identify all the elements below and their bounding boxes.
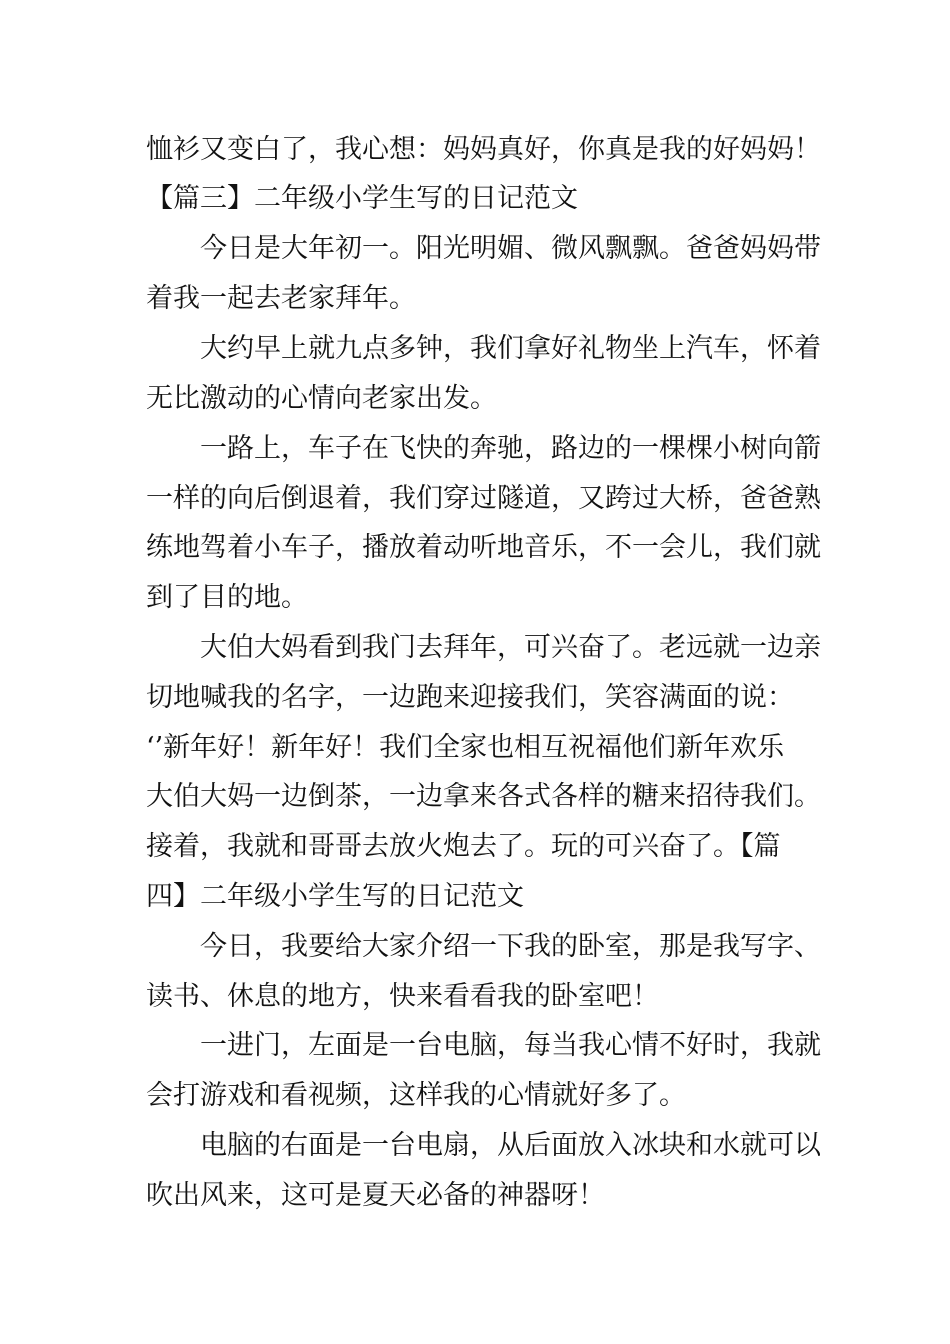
paragraph-line: 大约早上就九点多钟，我们拿好礼物坐上汽车，怀着: [200, 333, 821, 364]
section-heading: 四】二年级小学生写的日记范文: [146, 881, 524, 912]
text-line: 练地驾着小车子，播放着动听地音乐，不一会儿，我们就: [146, 532, 821, 563]
text-line: 一样的向后倒退着，我们穿过隧道，又跨过大桥，爸爸熟: [146, 483, 821, 514]
paragraph-line: 电脑的右面是一台电扇，从后面放入冰块和水就可以: [200, 1130, 821, 1161]
paragraph-line: 一进门，左面是一台电脑，每当我心情不好时，我就: [200, 1030, 821, 1061]
text-line: 会打游戏和看视频，这样我的心情就好多了。: [146, 1080, 686, 1111]
text-line: 大伯大妈一边倒茶，一边拿来各式各样的糖来招待我们。: [146, 781, 821, 812]
text-line: 读书、休息的地方，快来看看我的卧室吧！: [146, 981, 659, 1012]
text-line: 恤衫又变白了，我心想：妈妈真好，你真是我的好妈妈！: [146, 134, 821, 165]
text-line: 接着，我就和哥哥去放火炮去了。玩的可兴奋了。【篇: [146, 831, 781, 862]
paragraph-line: 大伯大妈看到我门去拜年，可兴奋了。老远就一边亲: [200, 632, 821, 663]
text-line: 切地喊我的名字，一边跑来迎接我们，笑容满面的说：: [146, 682, 794, 713]
paragraph-line: 今日是大年初一。阳光明媚、微风飘飘。爸爸妈妈带: [200, 233, 821, 264]
section-heading: 【篇三】二年级小学生写的日记范文: [146, 183, 578, 214]
text-line: 无比激动的心情向老家出发。: [146, 383, 497, 414]
paragraph-line: 今日，我要给大家介绍一下我的卧室，那是我写字、: [200, 931, 821, 962]
text-line: 到了目的地。: [146, 582, 308, 613]
text-line: 吹出风来，这可是夏天必备的神器呀！: [146, 1180, 605, 1211]
text-line: 着我一起去老家拜年。: [146, 283, 416, 314]
paragraph-line: 一路上，车子在飞快的奔驰，路边的一棵棵小树向箭: [200, 433, 821, 464]
text-line: ‘’新年好！新年好！我们全家也相互祝福他们新年欢乐: [146, 732, 785, 763]
